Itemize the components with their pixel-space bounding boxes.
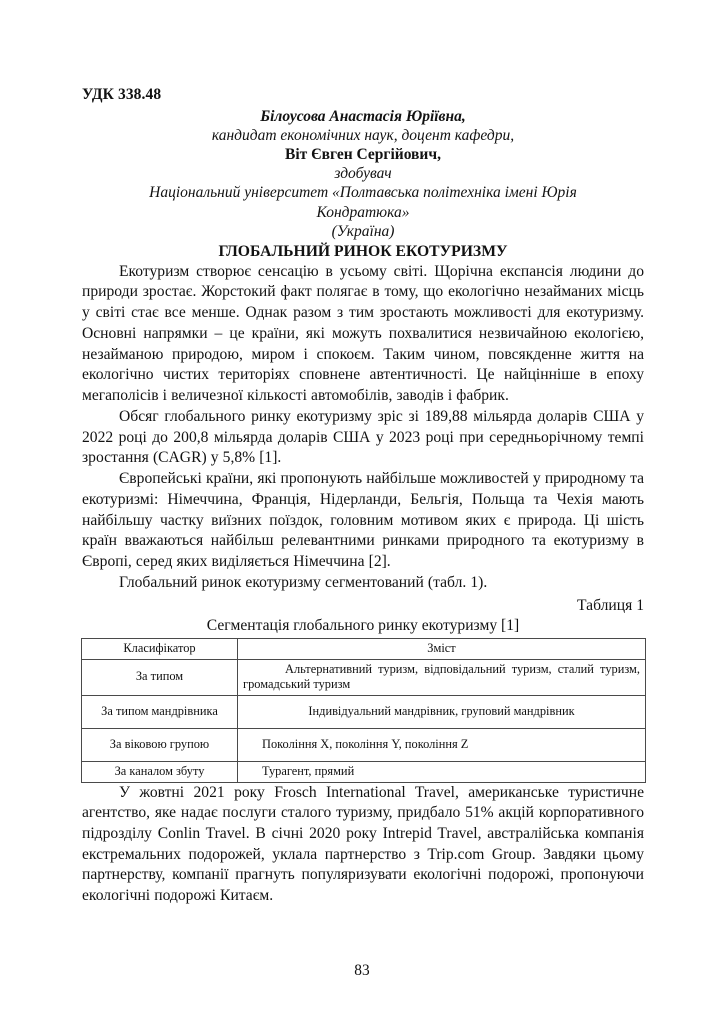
table-cell-content: Турагент, прямий xyxy=(238,761,646,782)
table-row xyxy=(82,695,646,728)
table-cell-classifier: За віковою групою xyxy=(82,728,238,761)
table-caption: Сегментація глобального ринку екотуризму [1] xyxy=(206,616,520,634)
table-cell-content: Альтернативний туризм, відповідальний туризм, сталий туризм, громадський туризм xyxy=(238,659,646,695)
table-row xyxy=(82,761,646,782)
country-label: (Україна) xyxy=(331,222,395,240)
table-cell-content: Покоління X, покоління Y, покоління Z xyxy=(238,728,646,761)
paragraph-european-countries: Європейські країни, які пропонують найбільше можливостей у природному та екотуризмі: Німеччина, Франція, Нідерланди, Бельгія, Польща та Чехія мають найбільшу частку виїзних поїздок, головним мотивом яких є природа. Ці шість країн вважаються найбільш релевантними ринками природного та екотуризму в Європі, серед яких виділяється Німеччина [2]. xyxy=(82,470,644,571)
table-cell-classifier: За типом xyxy=(82,659,238,695)
table-cell-classifier: За типом мандрівника xyxy=(82,695,238,728)
table-row xyxy=(82,728,646,761)
table-cell-classifier: За каналом збуту xyxy=(82,761,238,782)
affiliation-line-2: Кондратюка» xyxy=(316,203,410,221)
table-row xyxy=(82,659,646,695)
table-header-classifier: Класифікатор xyxy=(82,639,238,660)
author-2-role: здобувач xyxy=(334,165,392,183)
table-header-row xyxy=(82,639,646,660)
page-title: ГЛОБАЛЬНИЙ РИНОК ЕКОТУРИЗМУ xyxy=(218,243,508,261)
paragraph-intro: Екотуризм створює сенсацію в усьому світі. Щорічна експансія людини до природи зростає. Жорстокий факт полягає в тому, що екологічно незайманих місць у світі стає все менше. Однак разом з тим зростають можливості для екотуризму. Основні напрямки – це країни, які можуть похвалитися незвичайною екологією, незайманою природою, миром і спокоєм. Таким чином, повсякденне життя на екологічно чистих територіях сповнене автентичності. Це найцінніше в епоху мегаполісів і величезної кількості автомобілів, заводів і фабрик. xyxy=(82,262,644,405)
page-content xyxy=(82,0,644,1024)
author-2-name: Віт Євген Сергійович, xyxy=(285,146,441,164)
affiliation-line-1: Національний університет «Полтавська політехніка імені Юрія xyxy=(149,184,577,202)
table-header-content: Зміст xyxy=(238,639,646,660)
table-cell-content: Індивідуальний мандрівник, груповий мандрівник xyxy=(238,695,646,728)
page-number: 83 xyxy=(354,962,370,979)
paragraph-partnerships: У жовтні 2021 року Frosch International Travel, американське туристичне агентство, яке надає послуги сталого туризму, придбало 51% акцій корпоративного підрозділу Conlin Travel. В січні 2020 року Intrepid Travel, австралійська компанія екстремальних подорожей, уклала партнерство з Trip.com Group. Завдяки цьому партнерству, компанії прагнуть популяризувати екологічні подорожі, пропонуючи екологічні подорожі Китаєм. xyxy=(82,783,644,905)
udk-code: УДК 338.48 xyxy=(82,86,162,103)
paragraph-segmentation-intro: Глобальний ринок екотуризму сегментований (табл. 1). xyxy=(119,573,488,591)
paragraph-market-volume: Обсяг глобального ринку екотуризму зріс зі 189,88 мільярда доларів США у 2022 році до 200,8 мільярда доларів США у 2023 році при середньорічному темпі зростання (CAGR) у 5,8% [1]. xyxy=(82,407,644,467)
segmentation-table xyxy=(81,638,646,783)
author-1-name: Білоусова Анастасія Юріївна, xyxy=(260,107,466,125)
author-1-role: кандидат економічних наук, доцент кафедри, xyxy=(211,126,515,144)
table-number-label: Таблиця 1 xyxy=(577,596,644,614)
